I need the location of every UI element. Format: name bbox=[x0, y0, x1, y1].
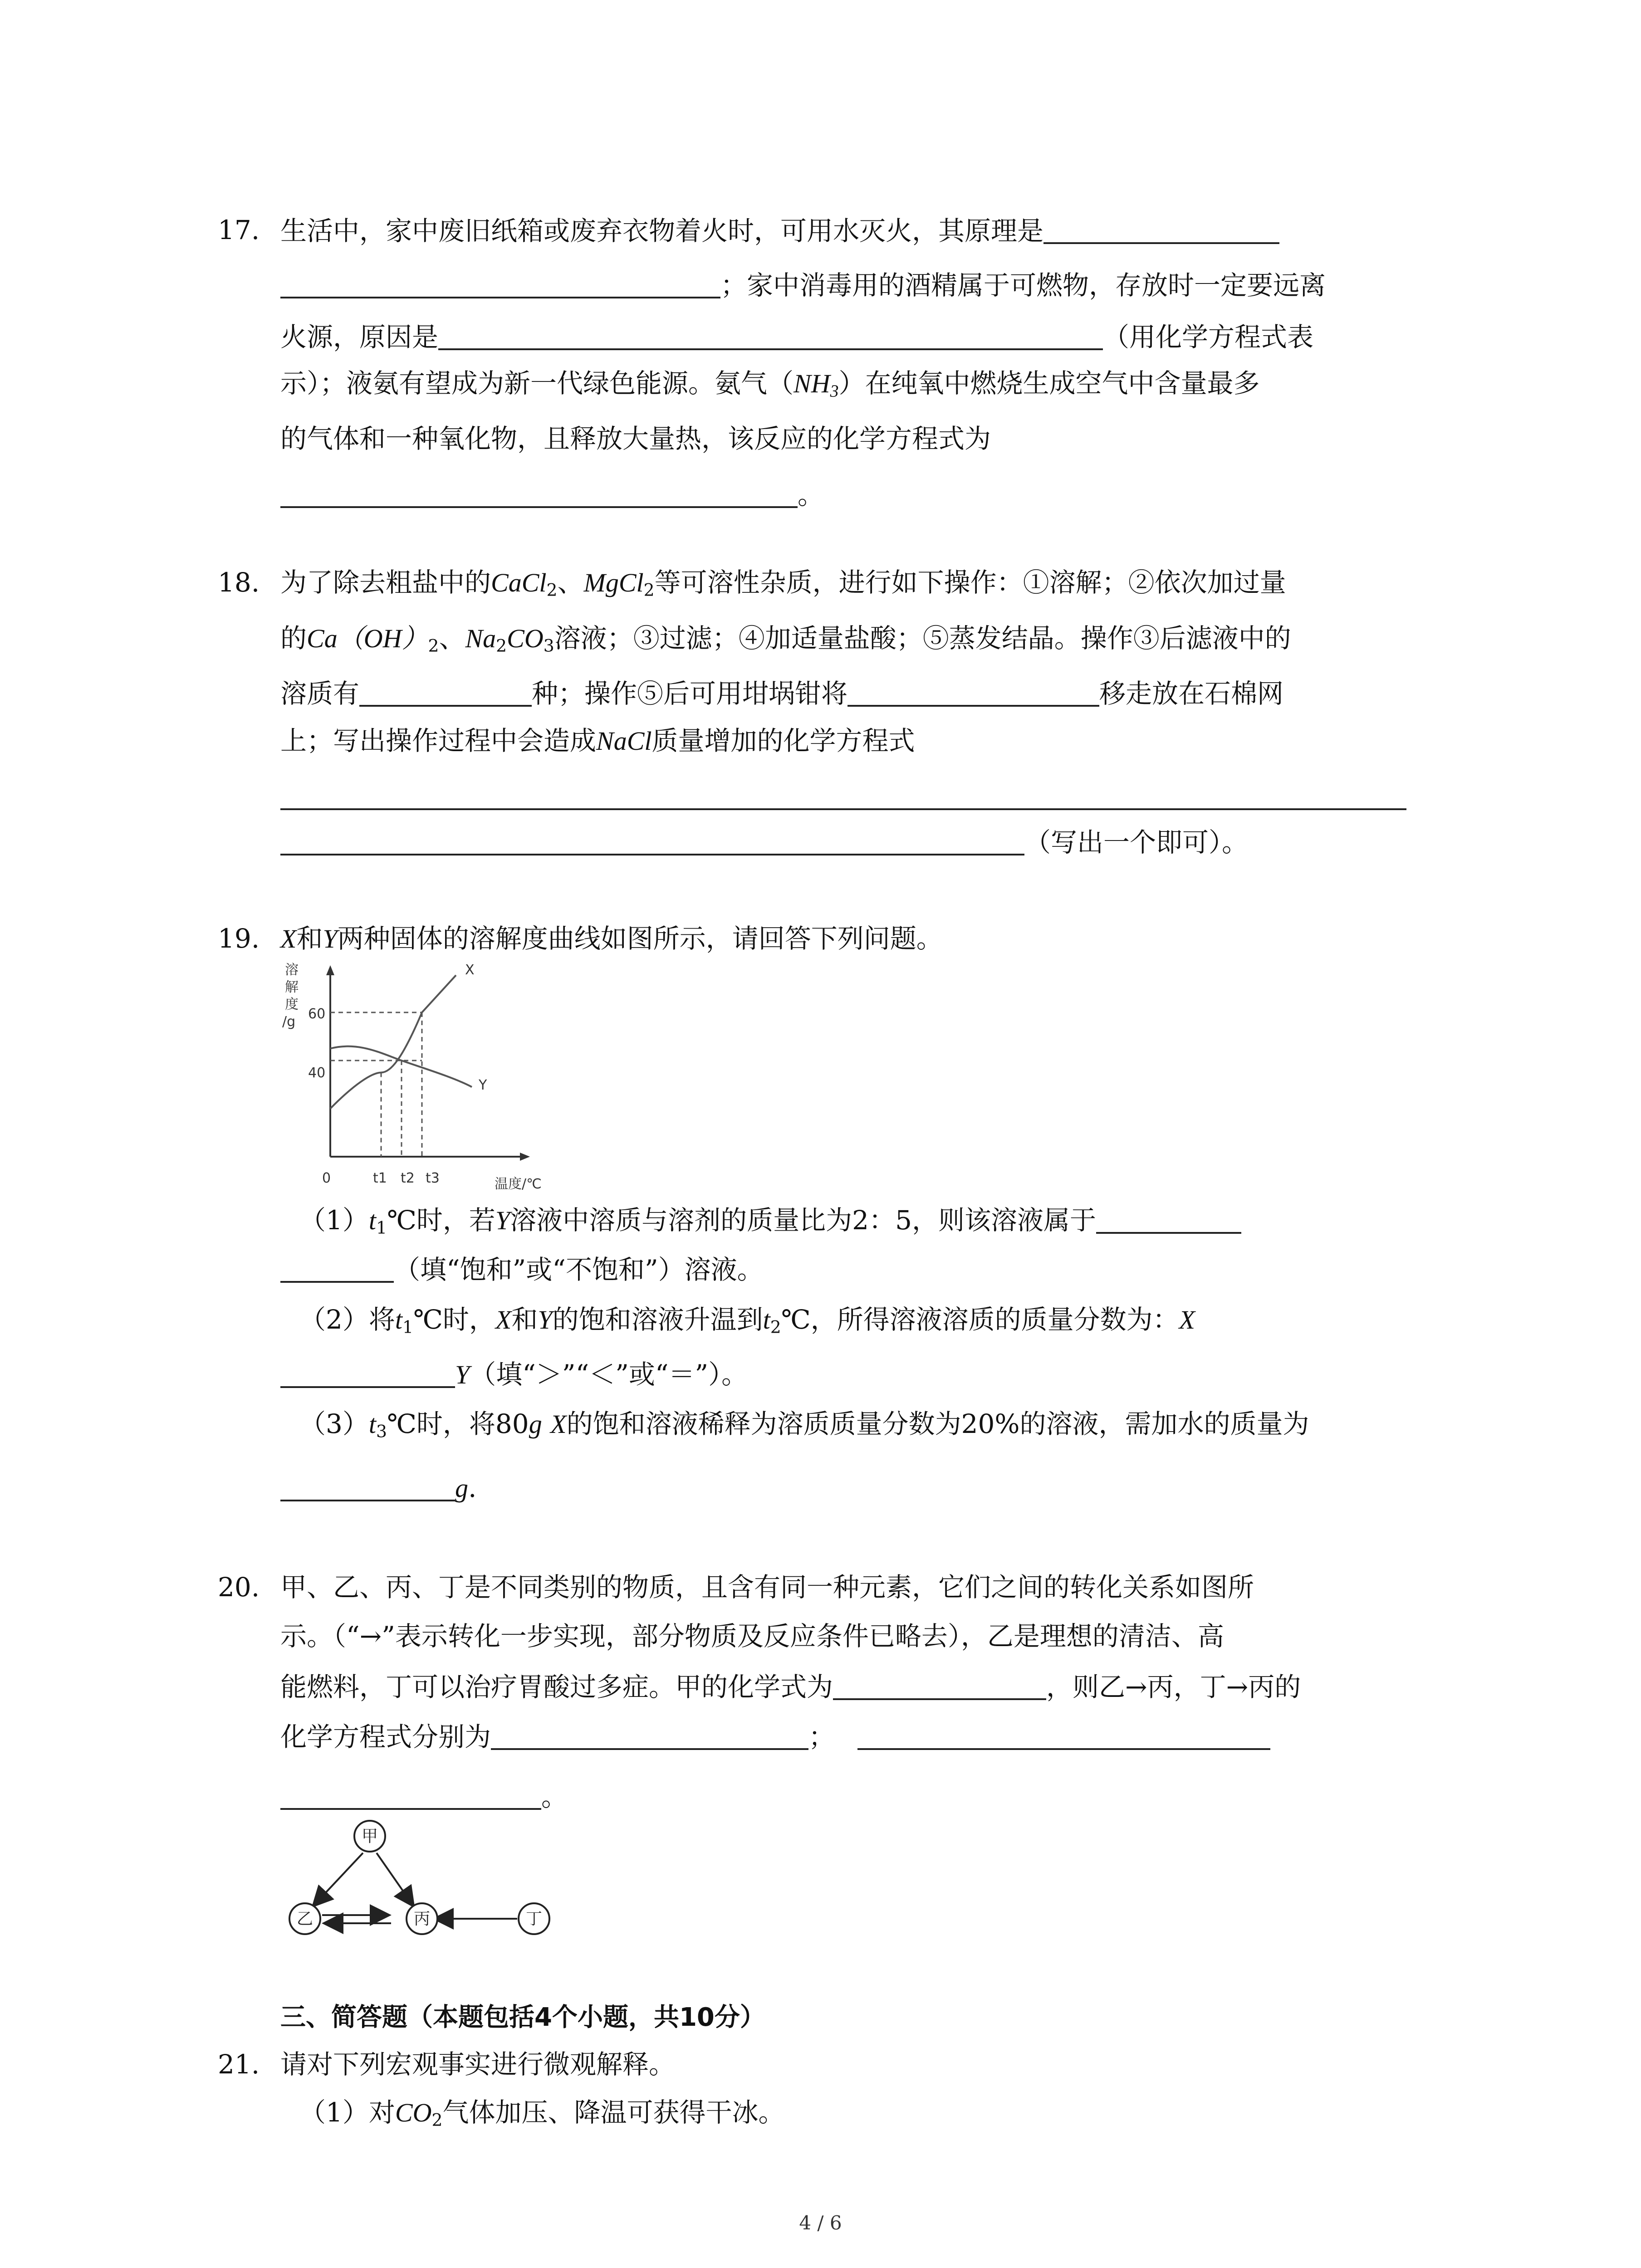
answer-blank[interactable] bbox=[280, 481, 798, 508]
question-number: 21. bbox=[218, 2049, 260, 2080]
question-number: 18. bbox=[218, 567, 260, 598]
y-label-char: 解 bbox=[285, 979, 299, 995]
conversion-diagram bbox=[277, 1814, 567, 1950]
q17-line-4: 示）；液氨有望成为新一代绿色能源。氨气$(NH_3)$在纯氧中燃烧生成空气中含量最多 bbox=[280, 368, 1260, 401]
y-tick-label: 60 bbox=[308, 1006, 326, 1022]
node-yi bbox=[289, 1903, 320, 1934]
answer-line[interactable] bbox=[280, 808, 1406, 810]
answer-blank[interactable] bbox=[280, 1256, 394, 1283]
y-axis-label bbox=[282, 962, 299, 1030]
answer-blank[interactable] bbox=[833, 1673, 1046, 1700]
q19-part-1: $(1)t_1℃$时，若Y溶液中溶质与溶剂的质量比为2：5，则该溶液属于 bbox=[299, 1207, 1241, 1234]
answer-blank[interactable] bbox=[359, 679, 532, 707]
section-heading: 三、简答题（本题包括4个小题，共10分） bbox=[280, 2003, 765, 2032]
q20-line-3: 能燃料，丁可以治疗胃酸过多症。甲的化学式为 ，则乙→丙，丁→丙的 bbox=[280, 1672, 1301, 1702]
answer-blank[interactable] bbox=[1096, 1207, 1241, 1234]
answer-blank[interactable] bbox=[280, 271, 720, 298]
node-bing bbox=[407, 1903, 437, 1934]
q19-part-2: （2）将$t_1℃$时，X和Y的饱和溶液升温到$t_2℃$，所得溶液溶质的质量分数为：X bbox=[299, 1304, 1195, 1337]
y-label-char: /g bbox=[282, 1014, 296, 1030]
q21-part-1: （1）对$CO_2$气体加压、降温可获得干冰。 bbox=[299, 2097, 785, 2130]
answer-blank[interactable] bbox=[280, 828, 1024, 855]
y-label-char: 溶 bbox=[285, 962, 299, 978]
q17-line-5: 的气体和一种氧化物，且释放大量热，该反应的化学方程式为 bbox=[280, 423, 991, 454]
question-number: 19. bbox=[218, 923, 260, 954]
solubility-curve-x bbox=[330, 975, 456, 1109]
arrow-jia-to-yi bbox=[314, 1853, 363, 1905]
origin-label: 0 bbox=[322, 1170, 331, 1186]
q19-part-2-cont: Y（填“＞”“＜”或“＝”）。 bbox=[280, 1361, 748, 1388]
question-number: 17. bbox=[218, 215, 260, 245]
q18-line-1: 为了除去粗盐中的CaCl$_2$、MgCl$_2$等可溶性杂质，进行如下操作：①溶解；②依次加过量 bbox=[280, 567, 1286, 600]
q18-line-2: 的$Ca(OH)_2$、$Na_2CO_3$溶液；③过滤；④加适量盐酸；⑤蒸发结晶。操作③后滤液中的 bbox=[280, 623, 1291, 656]
answer-blank[interactable] bbox=[280, 1474, 455, 1501]
answer-blank[interactable] bbox=[1043, 217, 1279, 244]
q20-line-4: 化学方程式分别为 ； bbox=[280, 1723, 1270, 1750]
curve-label-y: Y bbox=[479, 1077, 487, 1093]
node-jia bbox=[354, 1821, 385, 1852]
x-tick-label: t3 bbox=[426, 1170, 440, 1186]
q17-line-1: 生活中，家中废旧纸箱或废弃衣物着火时，可用水灭火，其原理是 bbox=[280, 217, 1279, 244]
svg-text:甲: 甲 bbox=[361, 1827, 378, 1846]
q21-line-1: 请对下列宏观事实进行微观解释。 bbox=[280, 2049, 676, 2080]
svg-text:丙: 丙 bbox=[413, 1910, 431, 1928]
answer-blank[interactable] bbox=[438, 323, 1103, 350]
answer-blank[interactable] bbox=[280, 1783, 541, 1810]
solubility-chart bbox=[272, 957, 563, 1198]
arrow-jia-to-bing bbox=[377, 1853, 413, 1905]
q17-line-6: 。 bbox=[280, 481, 824, 508]
q17-line-3: 火源，原因是 （用化学方程式表 bbox=[280, 322, 1314, 352]
node-ding bbox=[519, 1903, 549, 1934]
q20-line-1: 甲、乙、丙、丁是不同类别的物质，且含有同一种元素，它们之间的转化关系如图所 bbox=[280, 1572, 1254, 1603]
x-tick-label: t1 bbox=[373, 1170, 387, 1186]
y-axis-arrow bbox=[326, 965, 334, 975]
curve-label-x: X bbox=[465, 962, 475, 978]
x-tick-label: t2 bbox=[401, 1170, 415, 1186]
q19-part-1-cont: （填“饱和”或“不饱和”）溶液。 bbox=[280, 1256, 764, 1283]
q20-line-2: 示。（“→”表示转化一步实现，部分物质及反应条件已略去），乙是理想的清洁、高 bbox=[280, 1621, 1224, 1652]
q18-line-4: 上；写出操作过程中会造成NaCl质量增加的化学方程式 bbox=[280, 725, 915, 756]
q20-line-5: 。 bbox=[280, 1783, 568, 1810]
q19-line-1: X和Y两种固体的溶解度曲线如图所示，请回答下列问题。 bbox=[280, 923, 943, 954]
q17-line-2: ；家中消毒用的酒精属于可燃物，存放时一定要远离 bbox=[280, 271, 1326, 298]
q18-line-3: 溶质有 种；操作⑤后可用坩埚钳将 移走放在石棉网 bbox=[280, 678, 1284, 709]
svg-text:丁: 丁 bbox=[525, 1910, 543, 1928]
answer-blank[interactable] bbox=[847, 679, 1099, 707]
answer-blank[interactable] bbox=[280, 1361, 455, 1388]
svg-text:乙: 乙 bbox=[296, 1910, 314, 1928]
page-number: 4 / 6 bbox=[799, 2212, 842, 2234]
question-number: 20. bbox=[218, 1572, 260, 1603]
q18-line-6: （写出一个即可）。 bbox=[280, 828, 1248, 855]
y-tick-label: 40 bbox=[308, 1065, 326, 1081]
y-label-char: 度 bbox=[285, 997, 299, 1012]
answer-blank[interactable] bbox=[491, 1723, 808, 1750]
x-axis-label: 温度/℃ bbox=[495, 1176, 542, 1192]
answer-blank[interactable] bbox=[857, 1723, 1270, 1750]
q19-part-3: $(3)t_3℃$时，将80g X的饱和溶液稀释为溶质质量分数为20%的溶液，需加水的质量为 bbox=[299, 1408, 1309, 1442]
x-axis-arrow bbox=[520, 1153, 530, 1161]
q19-part-3-cont: g. bbox=[280, 1474, 476, 1501]
